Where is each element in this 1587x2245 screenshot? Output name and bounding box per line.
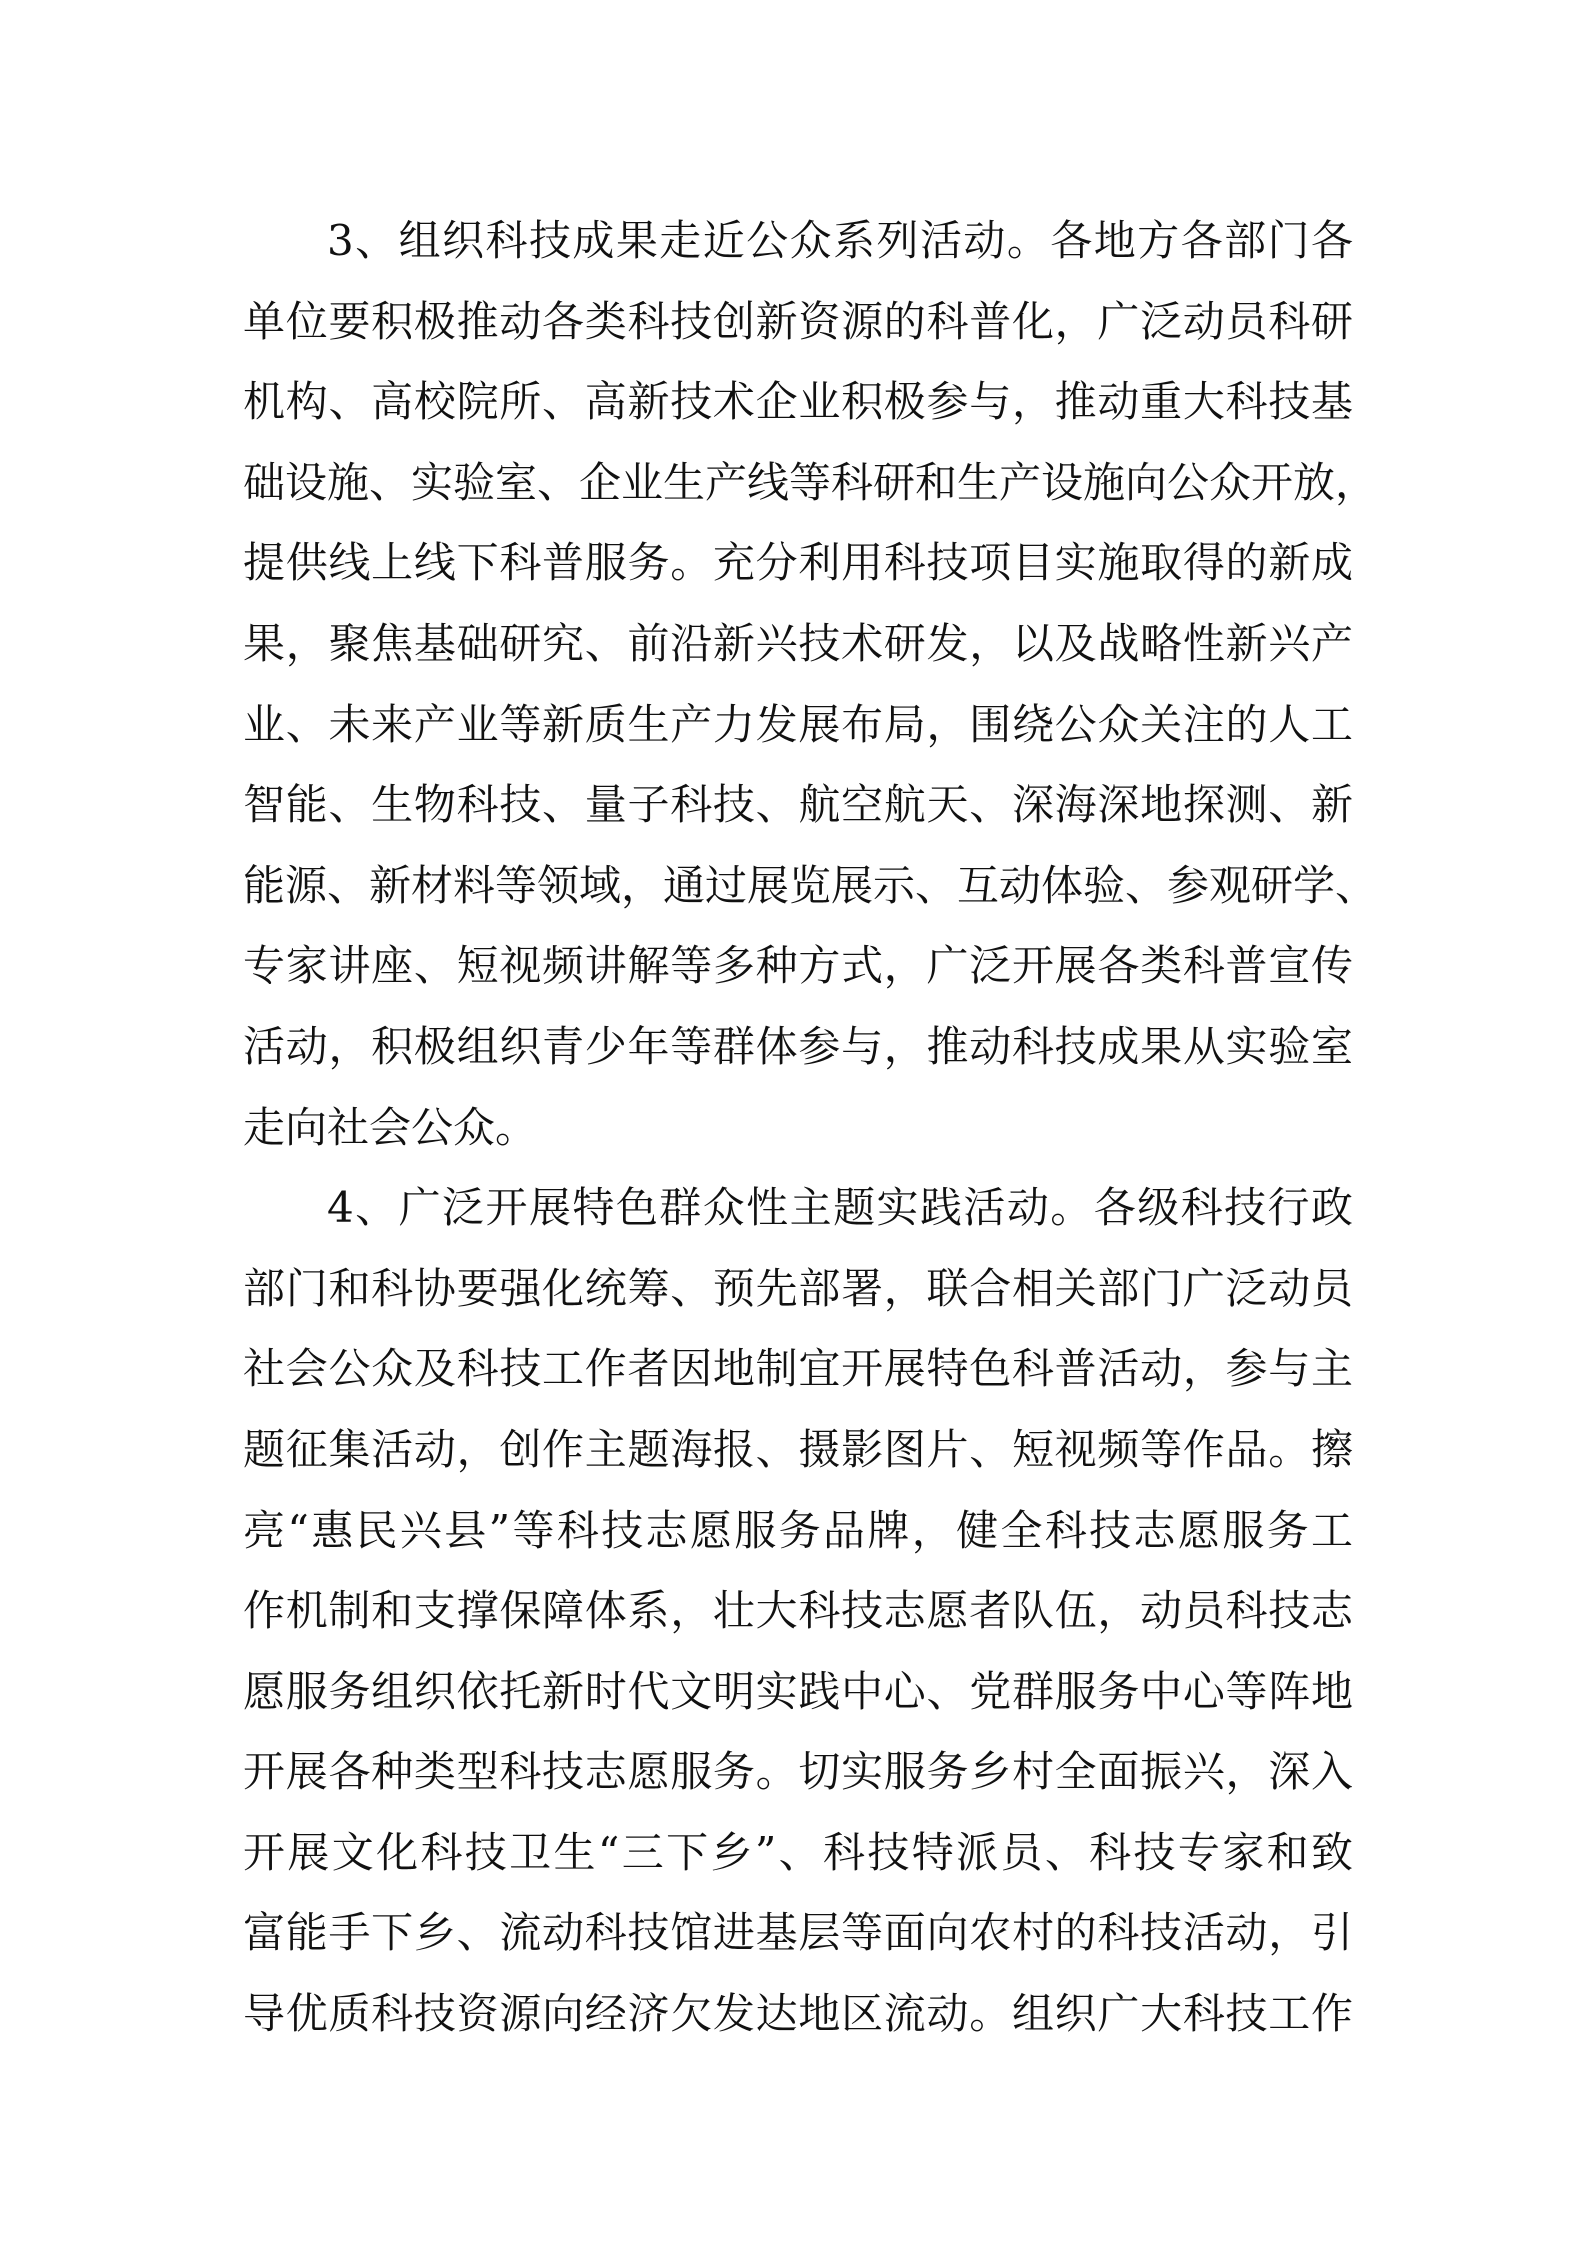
paragraph-2-line-9: 开展文化科技卫生“三下乡”、科技特派员、科技专家和致 (243, 1827, 1353, 1877)
paragraph-1-line-5: 提供线上线下科普服务。充分利用科技项目实施取得的新成 (243, 538, 1353, 588)
paragraph-1-line-4: 础设施、实验室、企业生产线等科研和生产设施向公众开放， (243, 457, 1378, 507)
paragraph-1-line-11: 活动，积极组织青少年等群体参与，推动科技成果从实验室 (243, 1021, 1353, 1071)
paragraph-2-line-5: 亮“惠民兴县”等科技志愿服务品牌，健全科技志愿服务工 (243, 1505, 1353, 1555)
paragraph-1-line-9: 能源、新材料等领域，通过展览展示、互动体验、参观研学、 (243, 860, 1378, 910)
paragraph-1-line-1: 3、组织科技成果走近公众系列活动。各地方各部门各 (327, 216, 1353, 265)
paragraph-1-line-10: 专家讲座、短视频讲解等多种方式，广泛开展各类科普宣传 (243, 941, 1353, 991)
paragraph-2-line-2: 部门和科协要强化统筹、预先部署，联合相关部门广泛动员 (243, 1263, 1353, 1313)
body-text (243, 201, 1378, 2055)
paragraph-2-line-4: 题征集活动，创作主题海报、摄影图片、短视频等作品。擦 (243, 1424, 1353, 1474)
paragraph-1-line-7: 业、未来产业等新质生产力发展布局，围绕公众关注的人工 (243, 699, 1353, 749)
paragraph-2-line-10: 富能手下乡、流动科技馆进基层等面向农村的科技活动，引 (243, 1908, 1353, 1958)
paragraph-2-line-11: 导优质科技资源向经济欠发达地区流动。组织广大科技工作 (243, 1989, 1353, 2039)
paragraph-2-line-3: 社会公众及科技工作者因地制宜开展特色科普活动，参与主 (243, 1344, 1353, 1394)
paragraph-2-line-7: 愿服务组织依托新时代文明实践中心、党群服务中心等阵地 (243, 1666, 1353, 1716)
paragraph-2-line-1: 4、广泛开展特色群众性主题实践活动。各级科技行政 (327, 1183, 1353, 1233)
paragraph-2-line-6: 作机制和支撑保障体系，壮大科技志愿者队伍，动员科技志 (243, 1586, 1353, 1636)
paragraph-1-line-6: 果，聚焦基础研究、前沿新兴技术研发，以及战略性新兴产 (243, 618, 1353, 668)
paragraph-1-line-12: 走向社会公众。 (243, 1102, 538, 1152)
paragraph-2-line-8: 开展各种类型科技志愿服务。切实服务乡村全面振兴，深入 (243, 1747, 1353, 1797)
paragraph-1-line-3: 机构、高校院所、高新技术企业积极参与，推动重大科技基 (243, 377, 1353, 427)
paragraph-1-line-2: 单位要积极推动各类科技创新资源的科普化，广泛动员科研 (243, 296, 1353, 346)
paragraph-1-line-8: 智能、生物科技、量子科技、航空航天、深海深地探测、新 (243, 780, 1353, 830)
